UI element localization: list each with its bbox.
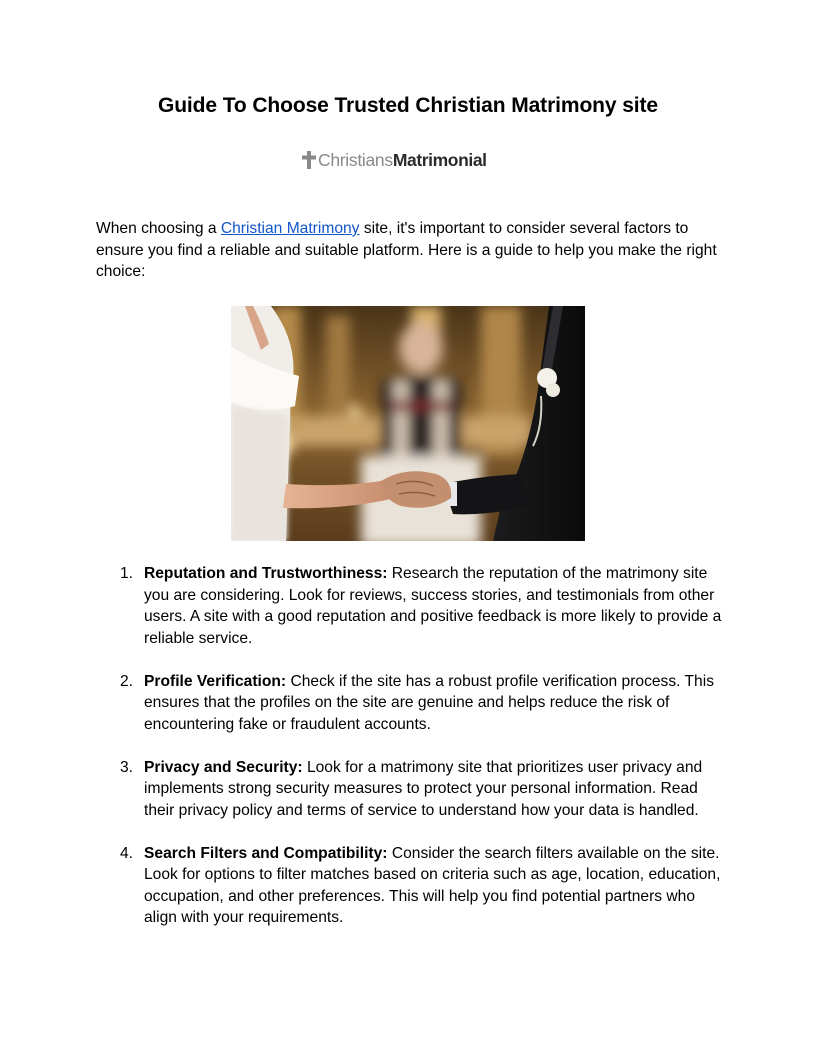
christians-matrimonial-logo	[302, 148, 487, 172]
list-item-text: Check if the site has a robust profile verification process. This ensures that the profiles on the site are genuine and helps reduce the risk of encountering fake or fraudulent accounts.	[144, 672, 714, 733]
list-item	[96, 843, 726, 929]
wedding-hands-photo	[231, 306, 585, 541]
page-title: Guide To Choose Trusted Christian Matrimony site	[157, 94, 659, 117]
cross-icon	[302, 151, 316, 169]
factors-list	[96, 563, 726, 950]
list-item-number: 3.	[120, 758, 134, 776]
logo-text-bold: Matrimonial	[392, 149, 487, 170]
list-item	[96, 671, 726, 736]
list-item-heading: Reputation and Trustworthiness:	[144, 565, 388, 582]
intro-paragraph	[96, 218, 726, 283]
list-item-number: 4.	[120, 844, 134, 862]
list-item-heading: Privacy and Security:	[144, 758, 303, 776]
intro-text-end: site, it's important to consider several factors to ensure you find a reliable and suitable platform. Here is a guide to help you make the right choice:	[96, 220, 717, 280]
list-item-number: 2.	[120, 672, 134, 690]
intro-text-start: When choosing a	[96, 220, 221, 237]
list-item-number: 1.	[120, 565, 134, 582]
wedding-photo-illustration	[231, 306, 585, 541]
list-item-heading: Search Filters and Compatibility:	[144, 844, 388, 862]
list-item-text: Consider the search filters available on the site. Look for options to filter matches based on criteria such as age, location, education, occupation, and other preferences. This will help you find potential partners who align with your requirements.	[144, 844, 721, 926]
list-item	[96, 563, 726, 649]
list-item-heading: Profile Verification:	[144, 672, 287, 690]
christian-matrimony-link[interactable]: Christian Matrimony	[220, 220, 360, 237]
list-item-text: Look for a matrimony site that prioritizes user privacy and implements strong security measures to protect your personal information. Read their privacy policy and terms of service to understand how your data is handled.	[144, 758, 703, 819]
list-item	[96, 757, 726, 822]
logo-text-light: Christians	[318, 149, 393, 170]
list-item-text: Research the reputation of the matrimony site you are considering. Look for reviews, success stories, and testimonials from other users. A site with a good reputation and positive feedback is more likely to provide a reliable service.	[144, 565, 722, 647]
